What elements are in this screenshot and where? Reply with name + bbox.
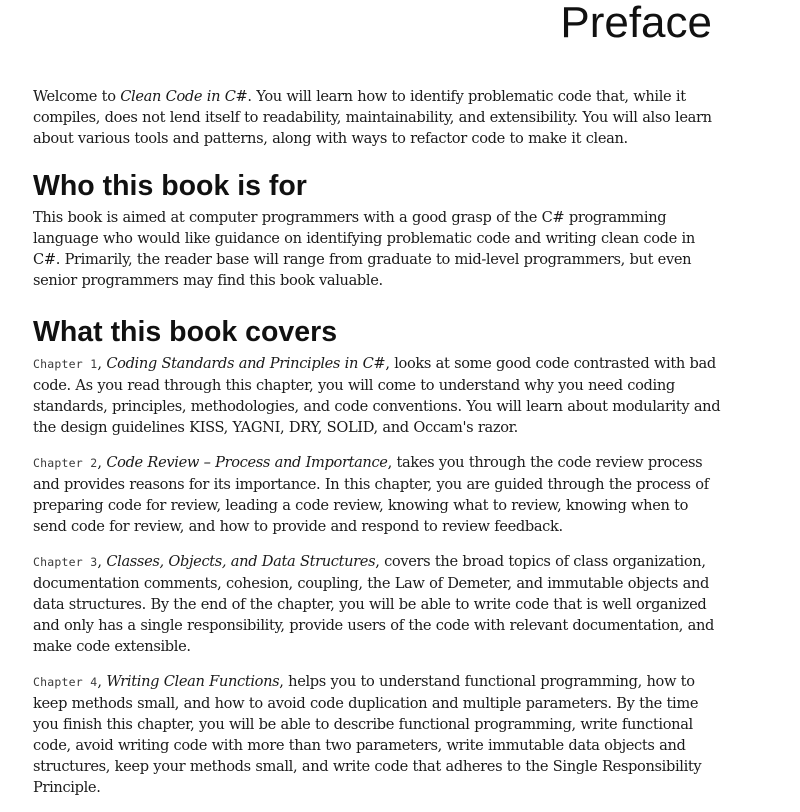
chapter-4-paragraph: Chapter 4, Writing Clean Functions, helps you to understand functional programming, how to keep methods small, and how to avoid code duplication and multiple parameters. By the time you finish this chapter, you will be able to describe functional programming, write functional code, avoid writing code with more than two parameters, write immutable data objects and structures, keep your methods small, and write code that adheres to the Single Responsibility Principle. xyxy=(33,673,702,796)
chapter-4-label: Chapter 4 xyxy=(33,675,98,689)
chapter-2-description: , takes you through the code review process and provides reasons for its importance. In this chapter, you are guided through the process of preparing code for review, leading a code review, knowing what to review, knowing when to send code for review, and how to provide and respond to review feedback. xyxy=(33,454,709,535)
who-section-heading: Who this book is for xyxy=(33,170,307,202)
chapter-1-title: Coding Standards and Principles in C# xyxy=(106,355,386,372)
chapter-4-description: , helps you to understand functional programming, how to keep methods small, and how to avoid code duplication and multiple parameters. By the time you finish this chapter, you will be able to describe functional programming, write functional code, avoid writing code with more than two parameters, write immutable data objects and structures, keep your methods small, and write code that adheres to the Single Responsibility Principle. xyxy=(33,673,702,796)
book-title: Clean Code in C# xyxy=(120,88,248,105)
who-section-paragraph: This book is aimed at computer programmers with a good grasp of the C# programming language who would like guidance on identifying problematic code and writing clean code in C#. Primarily, the reader base will range from graduate to mid-level programmers, but even senior programmers may find this book valuable. xyxy=(33,209,695,289)
chapter-2-paragraph: Chapter 2, Code Review – Process and Importance, takes you through the code review process and provides reasons for its importance. In this chapter, you are guided through the process of preparing code for review, leading a code review, knowing what to review, knowing when to send code for review, and how to provide and respond to review feedback. xyxy=(33,454,709,535)
chapter-3-description: , covers the broad topics of class organization, documentation comments, cohesion, coupling, the Law of Demeter, and immutable objects and data structures. By the end of the chapter, you will be able to write code that is well organized and only has a single responsibility, provide users of the code with relevant documentation, and make code extensible. xyxy=(33,553,715,655)
intro-text-end: . You will learn how to identify problematic code that, while it compiles, does not lend itself to readability, maintainability, and extensibility. You will also learn about various tools and patterns, along with ways to refactor code to make it clean. xyxy=(33,88,712,147)
chapter-3-title: Classes, Objects, and Data Structures xyxy=(106,553,376,570)
intro-paragraph xyxy=(33,86,723,149)
chapter-1-label: Chapter 1 xyxy=(33,357,98,371)
chapter-2-label: Chapter 2 xyxy=(33,456,98,470)
intro-text-start: Welcome to xyxy=(33,88,121,105)
page-title: Preface xyxy=(560,0,712,47)
chapter-3-paragraph: Chapter 3, Classes, Objects, and Data Structures, covers the broad topics of class organization, documentation comments, cohesion, coupling, the Law of Demeter, and immutable objects and data structures. By the end of the chapter, you will be able to write code that is well organized and only has a single responsibility, provide users of the code with relevant documentation, and make code extensible. xyxy=(33,553,715,655)
chapter-4-title: Writing Clean Functions xyxy=(106,673,280,690)
chapter-2-title: Code Review – Process and Importance xyxy=(106,454,388,471)
chapter-1-description: , looks at some good code contrasted with bad code. As you read through this chapter, you will come to understand why you need coding standards, principles, methodologies, and code conventions. You will learn about modularity and the design guidelines KISS, YAGNI, DRY, SOLID, and Occam's razor. xyxy=(33,355,721,436)
chapter-3-label: Chapter 3 xyxy=(33,555,98,569)
chapter-1-paragraph: Chapter 1, Coding Standards and Principles in C#, looks at some good code contrasted with bad code. As you read through this chapter, you will come to understand why you need coding standards, principles, methodologies, and code conventions. You will learn about modularity and the design guidelines KISS, YAGNI, DRY, SOLID, and Occam's razor. xyxy=(33,355,721,436)
what-section-heading: What this book covers xyxy=(33,316,338,348)
page-content xyxy=(33,86,723,812)
